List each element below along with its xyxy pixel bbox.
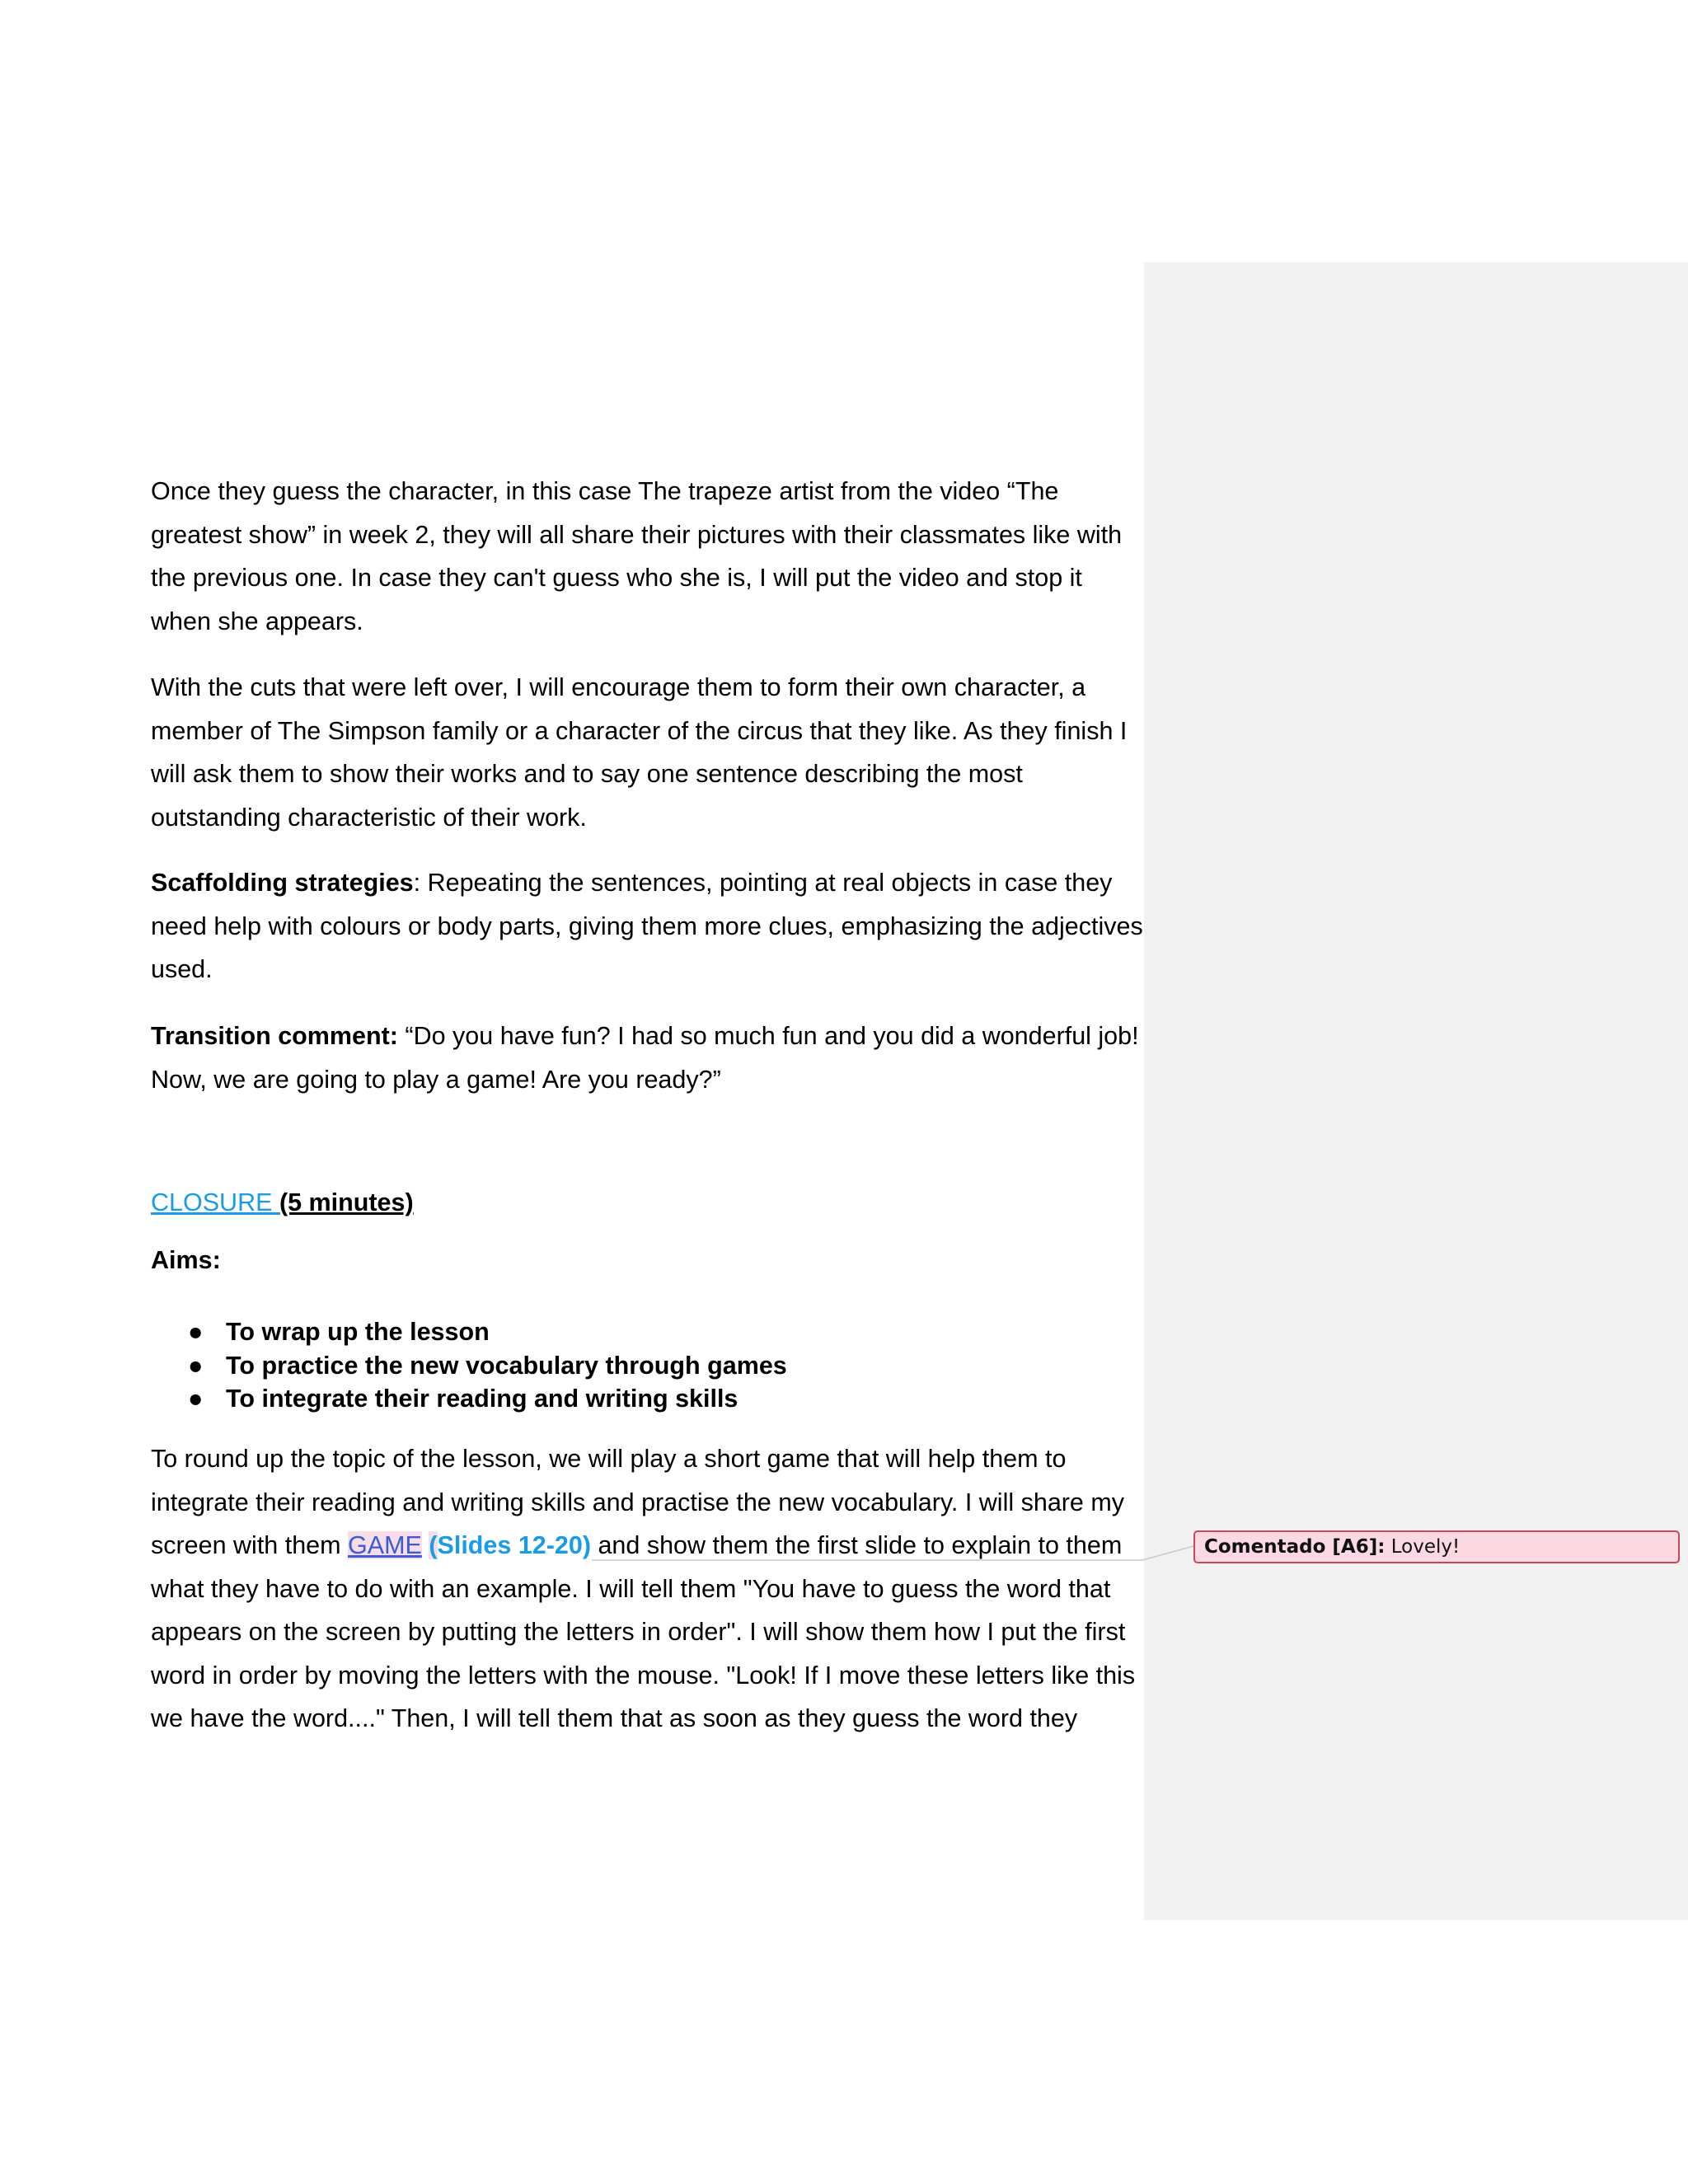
paragraph-own-character: With the cuts that were left over, I will encourage them to form their own character, a member of The Simpson family or a character of the circus that they like. As they finish I will ask them to show their works and to say one sentence describing the most outstanding characteristic of their work. [151,673,1128,832]
comment-author: Comentado [A6]: [1204,1536,1386,1558]
transition-label: Transition comment: [151,1022,398,1050]
closure-time: (5 minutes) [279,1188,414,1216]
game-intro-text: To round up the topic of the lesson, we will play a short game that will help them to integrate their reading and writing skills and practise the new vocabulary. I will share my screen with them [151,1445,1125,1559]
list-item [188,1382,787,1416]
closure-link[interactable]: CLOSURE [151,1188,279,1216]
bullet-icon: ● [188,1318,204,1346]
paragraph-scaffolding [151,861,1148,991]
aims-label: Aims: [151,1246,221,1274]
slides-paren: ( [429,1531,438,1559]
comment-pane [1144,262,1688,1920]
bullet-icon: ● [188,1385,204,1413]
slides-reference: Slides 12-20) [437,1531,591,1559]
transition-text: “Do you have fun? I had so much fun and you did a wonderful job! Now, we are going to play a game! Are you ready?” [151,1022,1139,1094]
scaffolding-text: : Repeating the sentences, pointing at real objects in case they need help with colours or body parts, giving them more clues, emphasizing the adjectives used. [151,869,1143,983]
game-rest-text: and show them the first slide to explain to them what they have to do with an example. I will tell them "You have to guess the word that appears on the screen by putting the letters in order". I will show them how I put the first word in order by moving the letters with the mouse. "Look! If I move these letters like this we have the word...." Then, I will tell them that as soon as they guess the word they [151,1531,1136,1732]
bullet-icon: ● [188,1351,204,1380]
comment-balloon[interactable] [1193,1530,1680,1563]
paragraph-transition [151,1015,1148,1101]
game-link[interactable]: GAME [348,1531,422,1559]
scaffolding-label: Scaffolding strategies [151,869,414,897]
list-item [188,1315,787,1349]
comment-text: Lovely! [1385,1536,1461,1558]
paragraph-game [151,1437,1148,1741]
aims-list [188,1315,787,1416]
closure-heading [151,1181,1148,1225]
aim-text: To practice the new vocabulary through games [226,1351,787,1380]
aim-text: To wrap up the lesson [226,1318,490,1346]
list-item [188,1349,787,1383]
aim-text: To integrate their reading and writing skills [226,1385,738,1413]
paragraph-character-guess: Once they guess the character, in this case The trapeze artist from the video “The greatest show” in week 2, they will all share their pictures with their classmates like with the previous one. In case they can't guess who she is, I will put the video and stop it when she appears. [151,477,1123,635]
